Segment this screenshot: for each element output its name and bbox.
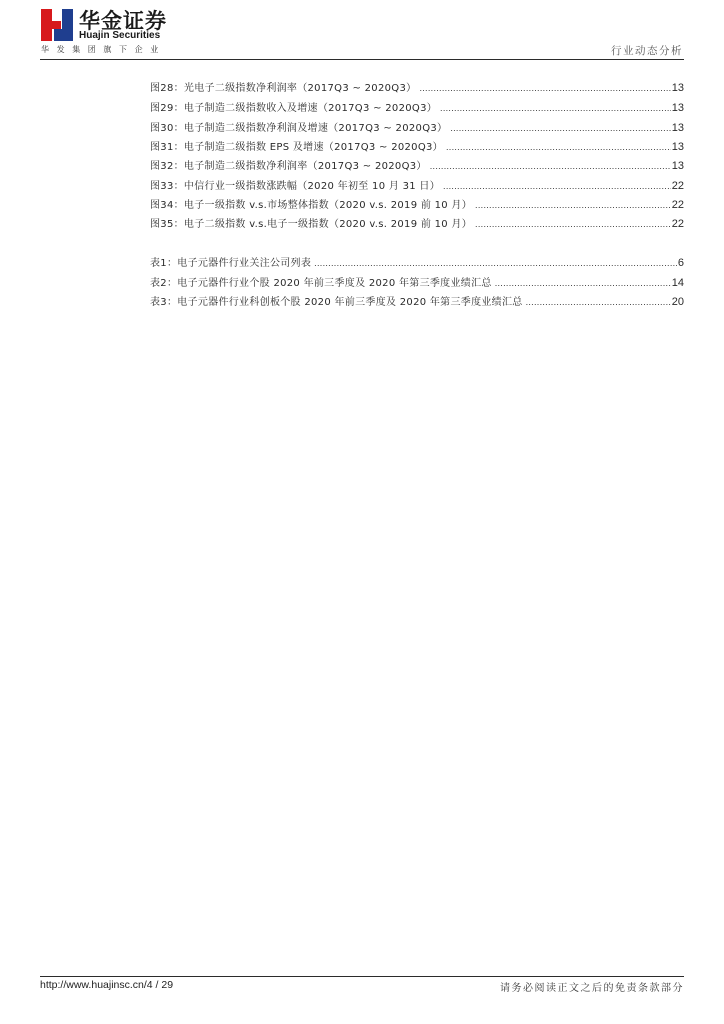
toc-entry-title: 图33：中信行业一级指数涨跌幅（2020 年初至 10 月 31 日） [150, 181, 441, 192]
toc-page-number: 6 [677, 257, 684, 269]
toc-figure-entry[interactable] [150, 158, 684, 174]
toc-figure-entry[interactable] [150, 80, 684, 96]
toc-page-number: 13 [671, 122, 684, 134]
toc-leader-dots [475, 216, 671, 232]
toc-figure-entry[interactable] [150, 178, 684, 194]
toc-entry-title: 图29：电子制造二级指数收入及增速（2017Q3 ~ 2020Q3） [150, 103, 438, 114]
toc-entry-title: 图35：电子二级指数 v.s.电子一级指数（2020 v.s. 2019 前 10 月） [150, 219, 473, 230]
toc-table-entry[interactable] [150, 255, 684, 271]
toc-figure-entry[interactable] [150, 197, 684, 213]
toc-entry-title: 表3：电子元器件行业科创板个股 2020 年前三季度及 2020 年第三季度业绩汇总 [150, 297, 523, 308]
footer-url[interactable]: http://www.huajinsc.cn/4 / 29 [40, 979, 174, 991]
toc-leader-dots [450, 120, 670, 136]
toc-page-number: 14 [671, 277, 684, 289]
company-name-en: Huajin Securities [79, 30, 161, 41]
toc-page-number: 13 [671, 141, 684, 153]
toc-entry-title: 图28：光电子二级指数净利润率（2017Q3 ~ 2020Q3） [150, 83, 417, 94]
company-tagline: 华发集团旗下企业 [41, 45, 166, 54]
huajin-logo-icon [41, 9, 73, 41]
toc-leader-dots [443, 178, 671, 194]
page-header [0, 0, 724, 60]
toc-leader-dots [526, 294, 671, 310]
toc-table-entry[interactable] [150, 294, 684, 310]
toc-page-number: 13 [671, 102, 684, 114]
toc-entry-title: 图30：电子制造二级指数净利润及增速（2017Q3 ~ 2020Q3） [150, 123, 448, 134]
toc-entry-title: 表2：电子元器件行业个股 2020 年前三季度及 2020 年第三季度业绩汇总 [150, 278, 492, 289]
toc-page-number: 22 [671, 180, 684, 192]
toc-page-number: 13 [671, 160, 684, 172]
toc-page-number: 20 [671, 296, 684, 308]
footer-divider [40, 976, 684, 977]
footer-disclaimer: 请务必阅读正文之后的免责条款部分 [500, 983, 684, 994]
toc-leader-dots [430, 158, 671, 174]
toc-leader-dots [314, 255, 677, 271]
header-divider [40, 59, 684, 60]
toc-entry-title: 图32：电子制造二级指数净利润率（2017Q3 ~ 2020Q3） [150, 161, 427, 172]
toc-entry-title: 图34：电子一级指数 v.s.市场整体指数（2020 v.s. 2019 前 10 月） [150, 200, 473, 211]
toc-entry-title: 图31：电子制造二级指数 EPS 及增速（2017Q3 ~ 2020Q3） [150, 142, 443, 153]
toc-leader-dots [440, 100, 671, 116]
toc-page-number: 13 [671, 82, 684, 94]
toc-figure-entry[interactable] [150, 139, 684, 155]
toc-table-entry[interactable] [150, 275, 684, 291]
toc-figure-entry[interactable] [150, 120, 684, 136]
toc-figure-entry[interactable] [150, 100, 684, 116]
toc-leader-dots [446, 139, 671, 155]
toc-page-number: 22 [671, 199, 684, 211]
report-section-label: 行业动态分析 [611, 45, 683, 57]
toc-leader-dots [475, 197, 671, 213]
toc-leader-dots [419, 80, 670, 96]
toc-figure-entry[interactable] [150, 216, 684, 232]
toc-page-number: 22 [671, 218, 684, 230]
company-name-cn: 华金证券 [79, 9, 167, 33]
toc-leader-dots [495, 275, 671, 291]
toc-entry-title: 表1：电子元器件行业关注公司列表 [150, 258, 312, 269]
